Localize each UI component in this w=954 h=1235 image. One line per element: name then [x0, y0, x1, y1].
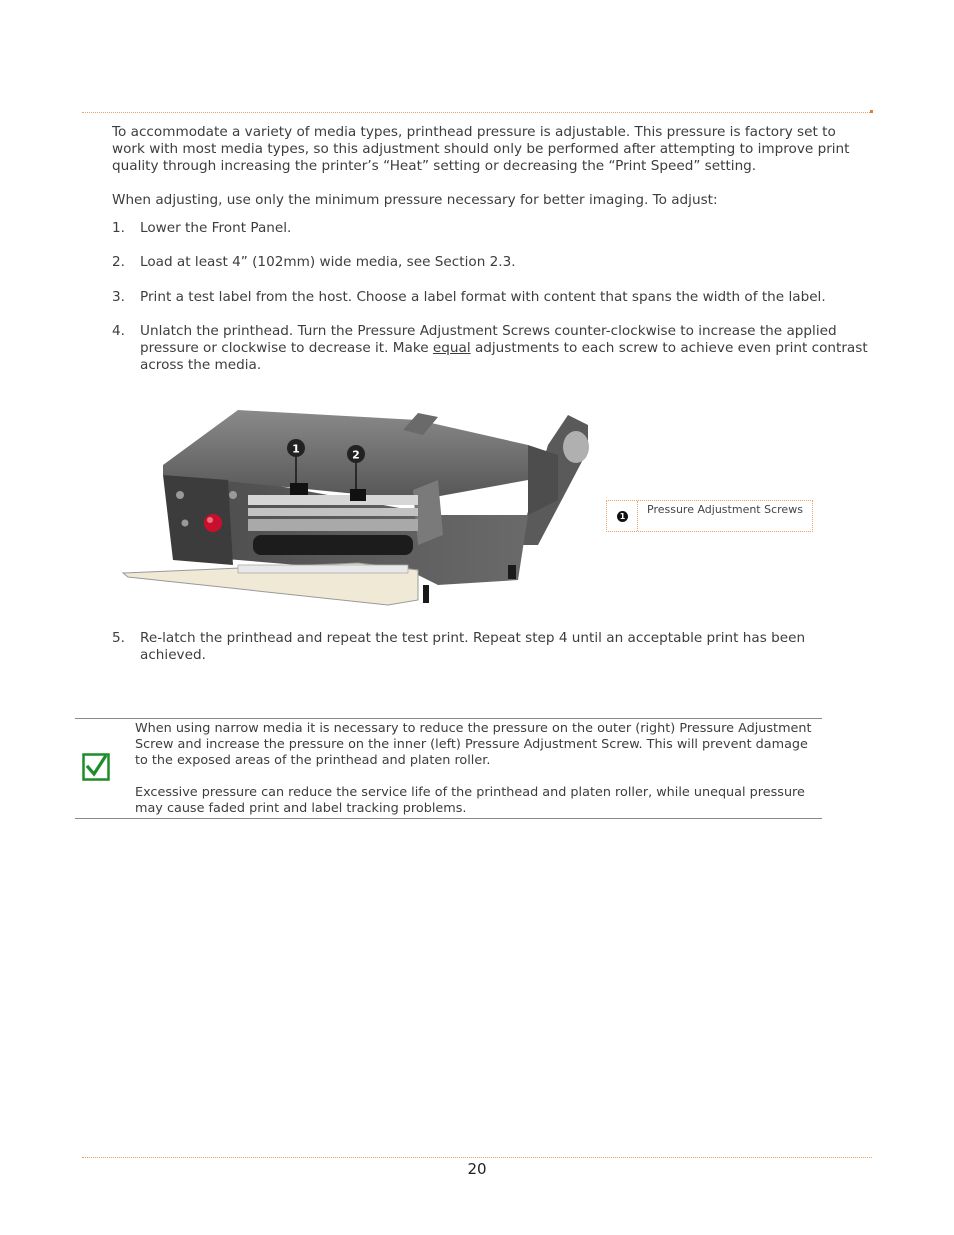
step-number: 5.: [112, 630, 125, 646]
intro-paragraph: To accommodate a variety of media types, printhead pressure is adjustable. This pressure is factory set to work with most media types, so this adjustment should only be performed after attempting to improve print quality through increasing the printer’s “Heat” setting or decreasing the “Print Speed” setting.: [112, 124, 850, 174]
step-number: 1.: [112, 220, 125, 236]
page-number: 20: [467, 1160, 487, 1178]
step-1: [112, 220, 872, 237]
step-4: [112, 323, 872, 374]
header-rule-marker: [870, 110, 873, 113]
footer-rule: [82, 1157, 872, 1158]
step-text: Load at least 4” (102mm) wide media, see Section 2.3.: [140, 254, 516, 270]
marker-1-label: 1: [292, 442, 300, 456]
step-text: Lower the Front Panel.: [140, 220, 292, 236]
marker-2-label: 2: [352, 448, 360, 462]
step-number: 3.: [112, 289, 125, 305]
instruction-paragraph: When adjusting, use only the minimum pressure necessary for better imaging. To adjust:: [112, 192, 718, 208]
callout-badge-cell: [607, 501, 638, 531]
callout-label: Pressure Adjustment Screws: [647, 503, 803, 516]
step-text: [140, 323, 872, 374]
note-paragraph-1: When using narrow media it is necessary to reduce the pressure on the outer (right) Pressure Adjustment Screw and increase the pressure on the inner (left) Pressure Adjustment Screw. This will prevent damage to the exposed areas of the printhead and platen roller.: [135, 721, 812, 768]
checkmark-icon: [82, 753, 110, 781]
callout-badge: 1: [617, 511, 628, 522]
step-5: [112, 630, 872, 664]
step-text: Re-latch the printhead and repeat the test print. Repeat step 4 until an acceptable print has been achieved.: [140, 630, 806, 663]
step-number: 4.: [112, 323, 125, 339]
step-2: [112, 254, 872, 271]
step-number: 2.: [112, 254, 125, 270]
step-text-part: adjustments to each screw to achieve even print contrast across the media.: [140, 340, 868, 373]
step-3: [112, 289, 872, 306]
header-rule: [82, 112, 872, 113]
printer-illustration: [118, 405, 594, 615]
emphasis-equal: equal: [432, 340, 471, 356]
figure-callout-table: [606, 500, 813, 532]
step-text-part: Unlatch the printhead. Turn the Pressure Adjustment Screws counter-clockwise to increase the applied pressure or clockwise to decrease it. Make: [140, 323, 837, 356]
note-box: [75, 718, 822, 819]
note-paragraph-2: Excessive pressure can reduce the service life of the printhead and platen roller, while unequal pressure may cause faded print and label tracking problems.: [135, 785, 805, 816]
step-text: Print a test label from the host. Choose a label format with content that spans the width of the label.: [140, 289, 826, 305]
